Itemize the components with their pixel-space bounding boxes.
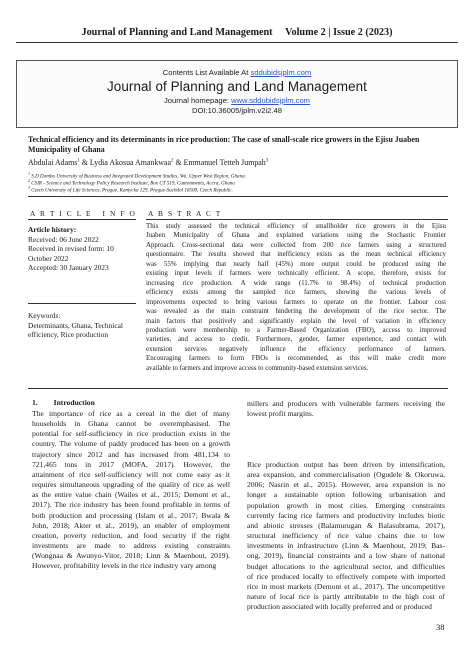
intro-left-column [32,409,230,572]
text-line: country. The volume of paddy produced has been on a growth [32,439,230,449]
text-line: trajectory since 2012 and has increased from 481,134 to [32,449,230,459]
text-line: was revealed as the main constraint hindering the development of the rice sector. The [146,308,446,316]
author-sup: 2 [171,158,174,164]
affil-num: 3 [28,185,30,190]
article-info-heading: A R T I C L E I N F O [30,209,137,218]
running-head: Journal of Planning and Land Management Volume 2 | Issue 2 (2023) [81,27,393,38]
text-line: 721,465 tons in 2017 (MOFA, 2017). However, the [32,459,230,469]
author-sup: 1 [77,158,80,164]
text-line: Encouraging farmers to form FBOs is recommended, as this will make credit more [146,355,446,363]
affil-text: CSIR - Science and Technology Policy Research Institute, Box CT 519, Cantonments, Accra, Ghana [31,180,235,187]
text-line: The importance of rice as a cereal in the diet of many [32,409,230,418]
paper-title: Technical efficiency and its determinants in rice production: The case of small-scale rice growers in the Ejisu Juaben Municipality of Ghana [28,135,420,154]
text-line: 2017). The rice industry has been found profitable in terms of [32,500,230,510]
text-line: as the entire value chain (Wailes et al., 2015; Demont et al., [32,490,230,500]
text-line: structural inefficiency of rice value chains due to low [247,531,445,541]
text-line: Approach. Cross-sectional data were collected from 200 rice farmers using a structured [146,241,446,249]
text-line: area expansion, and commercialisation (Ogudele & Okoruwa, [247,470,445,480]
rule-abstract [146,219,448,220]
intro-heading-num: 1. [32,398,38,407]
text-line: requires simultaneous upgrading of the quality of rice as well [32,480,230,490]
text-line: available to farmers and improve access to community-based extension services. [146,364,369,372]
text-line: efficiency exists among the sampled rice farmers, showing the various levels of [146,289,446,297]
text-line: potential for self-sufficiency in rice production exists in the [32,429,230,439]
affil-num: 1 [28,171,30,176]
article-history [28,225,136,273]
text-line: and abiotic stresses (Balamurugan & Balasubrama, 2017), [247,520,445,530]
intro-right-column-bottom [247,460,445,612]
affil-num: 2 [28,178,30,183]
header-rule [16,42,458,43]
text-line: existing input levels if farmers were technically efficient. A scope, therefore, exists for [146,270,446,278]
doi: DOI:10.36005/jplm.v2i2.48 [192,106,282,115]
revised-date-cont: October 2022 [28,253,69,263]
rule-article-info [28,219,136,220]
text-line: questionnaire. The results showed that inefficiency exists as the mean technical efficiency [146,251,446,259]
text-line: Juaben Municipality of Ghana and explained variations using the Stochastic Frontier [146,232,446,240]
intro-heading-text: Introduction [53,398,95,407]
text-line: budget allocations to the agricultural sector, and difficulties [247,561,445,571]
text-line: attainment of rice self-sufficiency will not come easy as it [32,469,230,479]
text-line: 2006; Nasrin et al., 2015). However, area expansion is no [247,480,445,490]
abstract-heading: A B S T R A C T [148,209,222,218]
author-name: Abdulai Adams [28,158,78,167]
rule-top [28,196,448,197]
intro-right-column-top [247,399,445,419]
text-line: This study assessed the technical efficiency of smallholder rice growers in the Ejisu [146,223,446,230]
text-line: households in Ghana cannot be overemphasised. The [32,419,230,429]
history-label: Article history: [28,225,77,234]
keywords-text-cont: efficiency, Rice production [28,330,109,340]
text-line: nature of local rice is partly attributable to the high cost of [247,592,445,602]
contents-link[interactable]: sddubidsjplm.com [250,68,312,77]
text-line: main factors that positively and significantly explain the level of variation in efficiency [146,317,446,325]
text-line: extension services negatively influence the efficiency performance of farmers. [146,345,446,353]
accepted-date: Accepted: 30 January 2023 [28,263,109,273]
text-line: investments in infrastructure (Linn & Maenhout, 2019; Bas- [247,541,445,551]
page-number: 38 [436,622,445,632]
text-line: However, profitability levels in the rice industry vary among [32,561,217,571]
text-line: varieties, and access to credit. Furthermore, gender, farmer experience, and contact with [146,336,446,344]
homepage-link[interactable]: www.sddubidsjplm.com [231,96,311,105]
revised-date: Received in revised form: 10 [28,244,114,254]
text-line: population growth in most cities. Emerging constraints [247,500,445,510]
rule-keywords [28,303,136,304]
text-line: increasing rice production. A wide range (11.7% to 98.4%) of technical production [146,279,446,287]
journal-title: Journal of Planning and Land Management [107,79,367,94]
text-line: longer a sustainable option following urbanisation and [247,490,445,500]
text-line: was 55% implying that nearly half (45%) more output could be produced using the [146,260,446,268]
author-name: & Lydia Akosua Amankwaa [81,158,171,167]
text-line: millers and producers with vulnerable farmers receiving the [247,399,445,408]
text-line: production associated with locally preferred and or produced [247,602,432,612]
text-line: investments are made to address existing constraints [32,541,230,551]
text-line: rice in most markets (Demont et al., 2017). The uncompetitive [247,581,445,591]
text-line: improvements expected to bring various farmers to operate on the frontier. Labour cost [146,298,446,306]
affil-text: Czech University of Life Sciences, Prague, Kamycka 129, Prague-Suchdol 16500, Czech Republic. [31,187,233,194]
text-line: creation, poverty reduction, and food security if the right [32,530,230,540]
text-line: John, 2018; Akter et al., 2019), an enabler of employment [32,520,230,530]
affil-text: S.D Dombo University of Business and Integrated Development Studies, Wa, Upper West Region, Ghana. [31,173,246,180]
text-line: ong, 2019), financial constraints and a low share of national [247,551,445,561]
affiliation [28,185,233,194]
author-sup: 3 [265,158,269,164]
author-list [28,158,268,167]
contents-line [17,68,457,77]
intro-heading [32,398,95,407]
text-line: both production and processing (Islam et al., 2017; Bwala & [32,510,230,520]
keywords-label: Keywords: [28,311,61,320]
text-line: (Wongnaa & Awunyo-Vitor, 2018; Linn & Maenhout, 2019). [32,551,230,561]
journal-info-box [16,60,458,128]
text-line: Rice production output has been driven by intensification, [247,460,445,469]
text-line: production were membership to a Farmer-Based Organization (FBO), access to improved [146,326,446,334]
text-line: of rice produced locally to effectively compete with imported [247,571,445,581]
text-line: lowest profit margins. [247,409,314,419]
contents-prefix: Contents List Available At [162,68,251,77]
keywords-block [28,311,136,340]
homepage-line [17,96,457,105]
received-date: Received: 06 June 2022 [28,234,99,244]
abstract-body [146,222,446,373]
homepage-prefix: Journal homepage: [163,96,232,105]
author-name: & Emmanuel Tetteh Jumpah [175,158,266,167]
keywords-text: Determinants, Ghana, Technical [28,320,123,330]
text-line: currently facing rice farmers and productivity includes biotic [247,510,445,520]
rule-bottom [28,388,448,389]
